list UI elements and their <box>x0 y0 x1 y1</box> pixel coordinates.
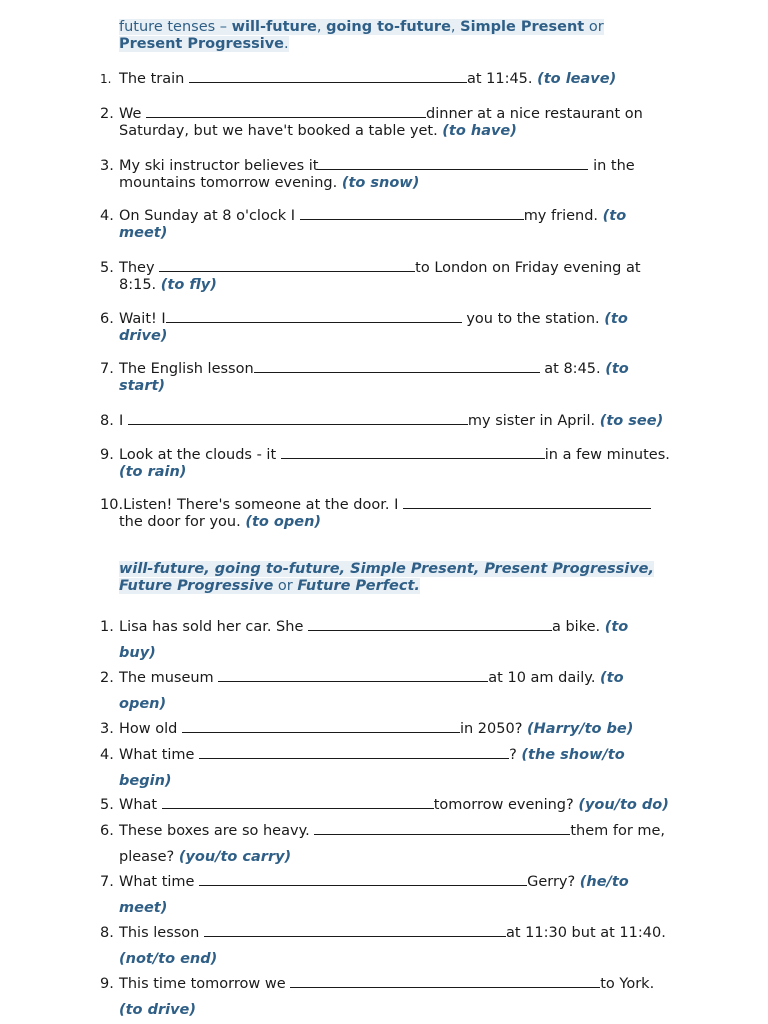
exercise-item-3: 3. My ski instructor believes it in the mountains tomorrow evening. (to snow) <box>100 158 635 191</box>
answer-blank[interactable] <box>189 69 467 83</box>
exercise2-item-9: 9. This time tomorrow we to York. (to drive) <box>100 976 655 1018</box>
exercise2-item-4: 4. What time ? (the show/to begin) <box>100 747 625 789</box>
answer-blank[interactable] <box>403 495 651 509</box>
answer-blank[interactable] <box>290 974 600 988</box>
exercise-item-2: 2. We dinner at a nice restaurant on Saturday, but we have't booked a table yet. (to have) <box>100 106 643 139</box>
answer-blank[interactable] <box>318 156 588 170</box>
exercise-item-6: 6. Wait! I you to the station. (to drive) <box>100 311 628 344</box>
section1-instructions <box>119 19 699 53</box>
answer-blank[interactable] <box>128 411 468 425</box>
answer-blank[interactable] <box>199 745 509 759</box>
answer-blank[interactable] <box>314 821 570 835</box>
answer-blank[interactable] <box>166 309 462 323</box>
instructions-line-1: future tenses – will-future, going to-future, Simple Present or <box>119 19 604 35</box>
answer-blank[interactable] <box>254 359 540 373</box>
exercise2-item-3: 3. How old in 2050? (Harry/to be) <box>100 721 634 737</box>
answer-blank[interactable] <box>159 258 415 272</box>
answer-blank[interactable] <box>182 719 460 733</box>
answer-blank[interactable] <box>204 923 506 937</box>
instructions-line-2: Future Progressive or Future Perfect. <box>119 578 420 594</box>
exercise-item-8: 8. I my sister in April. (to see) <box>100 413 664 429</box>
exercise2-item-7: 7. What time Gerry? (he/to meet) <box>100 874 629 916</box>
answer-blank[interactable] <box>199 872 527 886</box>
exercise-item-5: 5. They to London on Friday evening at 8:15. (to fly) <box>100 260 641 293</box>
exercise2-item-6: 6. These boxes are so heavy. them for me, please? (you/to carry) <box>100 823 666 865</box>
answer-blank[interactable] <box>308 617 552 631</box>
exercise2-item-8: 8. This lesson at 11:30 but at 11:40. (not/to end) <box>100 925 666 967</box>
exercise-item-10: 10.Listen! There's someone at the door. I the door for you. (to open) <box>100 495 700 531</box>
answer-blank[interactable] <box>146 104 426 118</box>
exercise2-item-5: 5. What tomorrow evening? (you/to do) <box>100 797 669 813</box>
instructions-line-1: will-future, going to-future, Simple Present, Present Progressive, <box>119 561 654 577</box>
answer-blank[interactable] <box>162 795 434 809</box>
exercise-item-1: 1. The train at 11:45. (to leave) <box>100 71 617 87</box>
answer-blank[interactable] <box>300 206 524 220</box>
instructions-line-2: Present Progressive. <box>119 36 289 52</box>
answer-blank[interactable] <box>281 445 545 459</box>
exercise2-item-1: 1. Lisa has sold her car. She a bike. (to buy) <box>100 619 629 661</box>
exercise-item-7: 7. The English lesson at 8:45. (to start) <box>100 361 629 394</box>
exercise-item-4: 4. On Sunday at 8 o'clock I my friend. (to meet) <box>100 208 627 241</box>
exercise2-item-2: 2. The museum at 10 am daily. (to open) <box>100 670 624 712</box>
section2-instructions <box>119 561 709 595</box>
exercise-item-9: 9. Look at the clouds - it in a few minutes. (to rain) <box>100 447 670 480</box>
answer-blank[interactable] <box>218 668 488 682</box>
